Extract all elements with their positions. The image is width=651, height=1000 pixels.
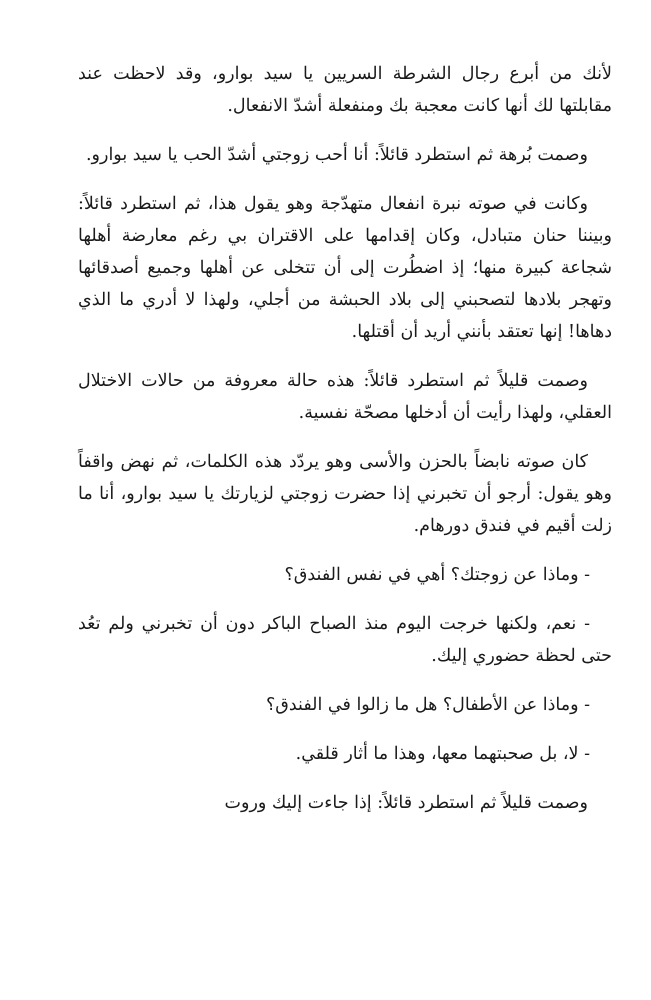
- paragraph: وكانت في صوته نبرة انفعال متهدّجة وهو يقول هذا، ثم استطرد قائلاً: وبيننا حنان متبادل، وكان إقدامها على الاقتران بي رغم معارضة أهلها شجاعة كبيرة منها؛ إذ اضطُرت إلى أن تتخلى عن أهلها وجميع أصدقائها وتهجر بلادها لتصحبني إلى بلاد الحبشة من أجلي، ولهذا لا أدري ما الذي دهاها! إنها تعتقد بأنني أريد أن أقتلها.: [78, 194, 612, 342]
- paragraph: كان صوته نابضاً بالحزن والأسى وهو يردّد هذه الكلمات، ثم نهض واقفاً وهو يقول: أرجو أن تخبرني إذا حضرت زوجتي لزيارتك يا سيد بوارو، أنا ما زلت أقيم في فندق دورهام.: [78, 452, 612, 536]
- dialogue-line: - وماذا عن زوجتك؟ أهي في نفس الفندق؟: [284, 565, 590, 585]
- dialogue-line: - لا، بل صحبتهما معها، وهذا ما أثار قلقي.: [295, 744, 590, 764]
- dialogue-line: - وماذا عن الأطفال؟ هل ما زالوا في الفندق؟: [265, 695, 590, 715]
- dialogue-line: - نعم، ولكنها خرجت اليوم منذ الصباح الباكر دون أن تخبرني ولم تعُد حتى لحظة حضوري إليك.: [78, 614, 612, 666]
- paragraph: وصمت بُرهة ثم استطرد قائلاً: أنا أحب زوجتي أشدّ الحب يا سيد بوارو.: [85, 145, 588, 165]
- paragraph-continuation: لأنك من أبرع رجال الشرطة السريين يا سيد بوارو، وقد لاحظت عند مقابلتها لك أنها كانت معجبة بك ومنفعلة أشدّ الانفعال.: [78, 64, 612, 116]
- paragraph: وصمت قليلاً ثم استطرد قائلاً: هذه حالة معروفة من حالات الاختلال العقلي، ولهذا رأيت أن أدخلها مصحّة نفسية.: [78, 371, 612, 423]
- book-page: [78, 58, 612, 819]
- paragraph: وصمت قليلاً ثم استطرد قائلاً: إذا جاءت إليك وروت: [224, 793, 588, 813]
